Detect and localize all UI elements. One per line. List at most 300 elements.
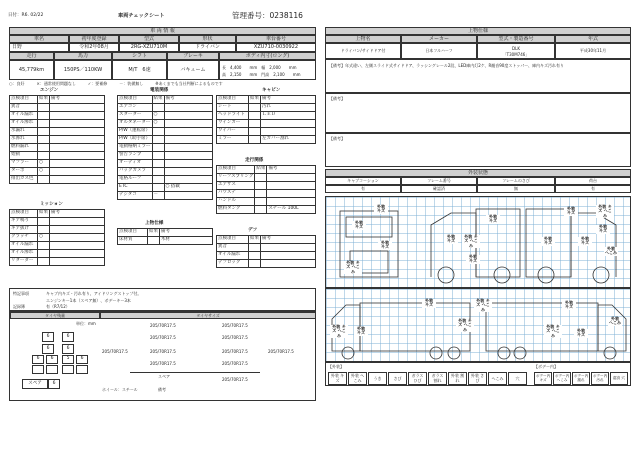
table-row <box>217 128 316 136</box>
cab-remark <box>261 128 316 136</box>
upper-model <box>477 43 555 59</box>
damage-tag: 外装 キズ へこみ <box>456 319 474 332</box>
key-body-dirt: ボデー内 汚れ <box>591 372 609 385</box>
elec-item: P/W（助手席） <box>118 136 153 144</box>
vh-shift: シフト <box>112 52 167 60</box>
table-row <box>10 120 105 128</box>
table-row <box>118 112 213 120</box>
tire-r8 <box>46 365 58 374</box>
eng-col-item: 点検項目 <box>10 96 38 104</box>
body-dims-line-1: 長 4,400 mm 幅 2,000 mm <box>222 65 297 70</box>
wheel-type: ホイール：スチール <box>102 387 138 392</box>
table-row <box>118 144 213 152</box>
body-dims-line-2: 高 2,150 mm 門高 2,100 mm <box>222 72 301 78</box>
key-rust: さび <box>388 372 407 385</box>
table-row <box>10 144 105 152</box>
body-key-label: 【ボデー内】 <box>534 364 558 369</box>
damage-diagram-bottom <box>325 288 631 362</box>
damage-tag: 外装 キズ <box>352 221 366 230</box>
electrical-title: 電装関係 <box>150 88 169 93</box>
elec-item: オルタネーター <box>118 120 153 128</box>
tire-size: 205/70R17.5 <box>222 323 248 328</box>
tire-fl: 6 <box>42 332 54 342</box>
trans-item: オイル漏れ <box>10 242 38 250</box>
table-row <box>217 174 316 182</box>
trans-item: クラッチ <box>10 234 38 242</box>
table-row <box>10 242 105 250</box>
ui-col-year: 年式 <box>555 35 631 43</box>
spare-divider <box>130 372 260 373</box>
ext-col-frame-no: フレーム番号 <box>401 177 477 185</box>
ui-col-name: 上物名 <box>325 35 401 43</box>
damage-tag: 外装 キズ <box>422 299 436 308</box>
table-row <box>217 112 316 120</box>
elec-col-remark: 備考 <box>164 96 213 104</box>
elec-item: デジタコ <box>118 192 153 200</box>
cab-item: ヘッドライト <box>217 112 249 120</box>
elec-col-item: 点検項目 <box>118 96 153 104</box>
cab-item: シート <box>217 104 249 112</box>
elec-item: 電格ルーフ <box>118 176 153 184</box>
tire-unit: 単位：mm <box>76 321 96 326</box>
management-value: 0238116 <box>269 11 303 20</box>
remark-label-3: 【備考】 <box>329 136 345 141</box>
eng-item: 始動 <box>10 152 38 160</box>
remark-label-1: 【備考】 <box>329 63 345 68</box>
elec-result <box>152 176 164 184</box>
upper-serial: 「T30M746」 <box>502 52 530 57</box>
table-row <box>10 218 105 226</box>
elec-item: 電動格納ミラー <box>118 144 153 152</box>
tire-size-title: タイヤサイズ <box>100 312 316 319</box>
trans-item: オイル滲れ <box>10 250 38 258</box>
damage-diagram-top <box>325 196 631 288</box>
vehicle-row-values-2 <box>9 60 316 80</box>
table-row <box>217 136 316 144</box>
damage-tag: 外装 キズ <box>564 207 578 216</box>
horsepower: 150PS／110KW <box>54 60 112 80</box>
table-row <box>118 160 213 168</box>
upper-item: 床材質 <box>118 237 148 245</box>
table-row <box>118 120 213 128</box>
date-label: 日付：R6. 02/22 <box>8 13 44 18</box>
cab-result <box>249 104 261 112</box>
susp-item: エアサス <box>217 182 255 190</box>
susp-col-item: 点検項目 <box>217 166 255 174</box>
eng-result <box>38 112 50 120</box>
ui-col-maker: メーカー <box>401 35 477 43</box>
remark-box-1 <box>325 59 631 93</box>
key-glass-break: ガラス 割れ <box>428 372 447 385</box>
trans-item: リターダー <box>10 258 38 266</box>
eng-item: 水滲れ <box>10 136 38 144</box>
damage-tag: 外装 キズ へこみ <box>330 325 348 338</box>
eng-result: ○ <box>38 160 50 168</box>
susp-col-result: 結果 <box>255 166 267 174</box>
susp-item: ハンドル <box>217 198 255 206</box>
damage-tag: 外装 キズ <box>444 235 458 244</box>
table-row <box>217 120 316 128</box>
dif-item: 異音 <box>217 244 249 252</box>
table-row <box>118 136 213 144</box>
table-row <box>217 198 316 206</box>
cab-result <box>249 120 261 128</box>
table-row <box>10 234 105 242</box>
legend-good: ○：良好 <box>9 81 25 86</box>
tire-r10 <box>76 365 88 374</box>
key-glass-crack: ガラス ひび <box>408 372 427 385</box>
management-label: 管理番号： <box>232 11 270 20</box>
dif-col-result: 結果 <box>249 236 261 244</box>
tire-fr: 6 <box>62 332 74 342</box>
exterior-headers <box>325 177 631 185</box>
key-hole: 穴 <box>508 372 527 385</box>
cab-result <box>249 136 261 144</box>
damage-tag: 外装 キズ <box>578 237 592 246</box>
key-body-dent: ボデー内 へこみ <box>553 372 571 385</box>
cab-remark: 汚れ <box>261 104 316 112</box>
cabin-table <box>216 95 316 144</box>
elec-col-result: 結果 <box>152 96 164 104</box>
trans-col-remark: 備考 <box>50 210 105 218</box>
wheel-note: 備考 <box>158 387 166 392</box>
eng-col-result: 結果 <box>38 96 50 104</box>
trans-result <box>38 258 50 266</box>
notes-line-2: エンジンキー1本（スペア無）、ボデーキー3本 <box>46 298 131 303</box>
table-row <box>10 176 105 184</box>
trans-item: ギア抜け <box>10 226 38 234</box>
vh-mileage: 走行 <box>9 52 54 60</box>
dif-item: オイル漏れ <box>217 252 249 260</box>
ext-bed: 有 <box>555 185 631 193</box>
trans-col-result: 結果 <box>38 210 50 218</box>
upper-col-remark: 備考 <box>160 229 213 237</box>
ext-caution: 有 <box>325 185 401 193</box>
key-dent: へこみ <box>488 372 507 385</box>
table-row <box>118 192 213 200</box>
chassis-number: XZU710-0030922 <box>236 43 316 52</box>
table-row <box>217 190 316 198</box>
trans-result <box>38 242 50 250</box>
elec-remark: ○ 搭載 <box>164 184 213 192</box>
tire-r9 <box>62 365 74 374</box>
tire-size: 205/70R17.5 <box>222 361 248 366</box>
vh-chassis: 車台番号 <box>236 35 316 43</box>
elec-result: － <box>152 192 164 200</box>
transmission-title: ミッション <box>40 202 63 207</box>
trans-result <box>38 250 50 258</box>
eng-item: ターボ <box>10 168 38 176</box>
key-corrosion: 腐食 穴 <box>610 372 628 385</box>
damage-tag: 外装 キズ <box>354 327 368 336</box>
vehicle-name: 日野 <box>9 43 69 52</box>
remark-label-2: 【備考】 <box>329 96 345 101</box>
elec-result <box>152 152 164 160</box>
brake-type: バキューム <box>167 60 219 80</box>
table-row <box>10 152 105 160</box>
management-number <box>232 12 303 20</box>
table-row <box>10 226 105 234</box>
table-row <box>217 206 316 214</box>
table-row <box>10 128 105 136</box>
eng-col-remark: 備考 <box>50 96 105 104</box>
cab-col-item: 点検項目 <box>217 96 249 104</box>
tire-r5: 5 <box>62 355 74 364</box>
tire-panel <box>9 311 316 401</box>
damage-tag: 外装 キズ へこみ <box>462 235 480 248</box>
upper-info-row <box>325 43 631 59</box>
cab-remark <box>261 120 316 128</box>
ext-key-label: 【外装】 <box>328 364 344 369</box>
exterior-title: 外装状態 <box>325 169 631 177</box>
table-row <box>118 184 213 192</box>
damage-tag: 外装 キズ <box>378 241 392 250</box>
notes-label: 特記事項 <box>13 291 29 296</box>
cab-remark: ＬＥＤ <box>261 112 316 120</box>
legend-none: －：装備無し <box>119 81 144 86</box>
damage-key-legend <box>325 362 631 386</box>
elec-item: P/W（運転席） <box>118 128 153 136</box>
table-row <box>10 258 105 266</box>
elec-item: ETC <box>118 184 153 192</box>
damage-tag: 外装 キズ へこみ <box>474 299 492 312</box>
table-row <box>118 176 213 184</box>
eng-result <box>38 104 50 112</box>
table-row <box>10 250 105 258</box>
upper-spec-table <box>117 228 213 245</box>
key-body-break: ボデー内 割れ <box>572 372 590 385</box>
trans-result <box>38 226 50 234</box>
susp-remark: スチール 100L <box>267 206 316 214</box>
spare-value: 6 <box>48 379 60 389</box>
notes-box <box>9 288 316 311</box>
table-row <box>118 168 213 176</box>
sheet-title: 車両チェックシート <box>118 13 165 19</box>
dif-col-remark: 備考 <box>261 236 316 244</box>
key-ext-break: 外装 割れ <box>448 372 467 385</box>
legend-bad: ✓：要補修 <box>87 81 108 86</box>
elec-result <box>152 184 164 192</box>
tire-size: 205/70R17.5 <box>102 349 128 354</box>
eng-result <box>38 144 50 152</box>
legend-ng: ×：通常使用問題なし <box>36 81 76 86</box>
table-row <box>217 260 316 268</box>
ext-col-rust: フレームのさび <box>477 177 555 185</box>
ext-keys <box>328 372 527 385</box>
table-row <box>217 104 316 112</box>
elec-result: ○ <box>152 112 164 120</box>
drive-table <box>216 165 316 214</box>
tire-r2: 6 <box>62 344 74 354</box>
body-keys <box>534 372 628 385</box>
elec-result <box>152 136 164 144</box>
table-row <box>217 244 316 252</box>
cab-item: ミラー <box>217 136 249 144</box>
damage-tag: 外装 キズ <box>486 215 500 224</box>
table-row <box>10 160 105 168</box>
tire-remain-title: タイヤ残量 <box>10 312 100 319</box>
vehicle-section-header: 車 両 情 報 <box>9 27 316 35</box>
vh-first-reg: 初年度登録 <box>69 35 119 43</box>
notes-line-1: キャブ内キズ・汚れ有り、アイドリングストップ付。 <box>46 291 142 296</box>
transmission: M/T 6速 <box>112 60 167 80</box>
tire-size: 205/70R17.5 <box>222 349 248 354</box>
ui-col-model: 型式・製造番号 <box>477 35 555 43</box>
table-row <box>10 104 105 112</box>
cab-remark: 左カバー割れ <box>261 136 316 144</box>
damage-tag: 外装 キズ <box>574 329 588 338</box>
engine-table <box>9 95 105 184</box>
tire-size: 205/70R17.5 <box>268 349 294 354</box>
upper-year: 平成30年11月 <box>555 43 631 59</box>
table-row <box>10 112 105 120</box>
susp-col-remark: 備考 <box>267 166 316 174</box>
ext-frame-no: 確認済 <box>401 185 477 193</box>
eng-item: オイル漏れ <box>10 112 38 120</box>
drive-title: 走行関係 <box>245 158 264 163</box>
trans-result: ○ <box>38 234 50 242</box>
elec-result <box>152 144 164 152</box>
elec-item: スターター <box>118 112 153 120</box>
eng-item: 燃料漏れ <box>10 144 38 152</box>
eng-result <box>38 152 50 160</box>
ext-col-bed: 荷台 <box>555 177 631 185</box>
elec-item: バックカメラ <box>118 168 153 176</box>
damage-tag: 外装 キズ へこみ <box>544 325 562 338</box>
cab-item: ワイパー <box>217 128 249 136</box>
ext-col-caution: キャブコーション <box>325 177 401 185</box>
eng-item: 水漏れ <box>10 128 38 136</box>
damage-tag: 外装 キズ <box>562 301 576 310</box>
upper-col-item: 点検項目 <box>118 229 148 237</box>
upper-model-code: DLK <box>512 46 520 51</box>
upper-name: ドライバン/サイドドア付 <box>325 43 401 59</box>
cab-col-remark: 備考 <box>261 96 316 104</box>
tire-r3: 6 <box>32 355 44 364</box>
table-row <box>217 252 316 260</box>
table-row <box>118 128 213 136</box>
table-row <box>217 182 316 190</box>
eng-result <box>38 176 50 184</box>
damage-tag: 外装 キズ <box>541 237 555 246</box>
eng-result <box>38 136 50 144</box>
elec-item: 警告ランプ <box>118 152 153 160</box>
key-float: うき <box>368 372 387 385</box>
electrical-table <box>117 95 213 200</box>
vehicle-row-values-1 <box>9 43 316 52</box>
tire-size: 205/70R17.5 <box>150 361 176 366</box>
elec-result <box>152 128 164 136</box>
elec-result <box>152 104 164 112</box>
spare-size: 205/70R17.5 <box>222 377 248 382</box>
remark-box-2 <box>325 93 631 133</box>
table-row <box>10 136 105 144</box>
upper-remark: 木材 <box>160 237 213 245</box>
susp-item: 燃料タンク <box>217 206 255 214</box>
tire-size: 205/70R17.5 <box>150 349 176 354</box>
key-ext-scratch: 外装 キズ <box>328 372 347 385</box>
tire-size: 205/70R17.5 <box>222 335 248 340</box>
key-body-scratch: ボデー内 キズ <box>534 372 552 385</box>
tire-size: 205/70R17.5 <box>150 323 176 328</box>
table-row <box>118 104 213 112</box>
cab-item: ウインカー <box>217 120 249 128</box>
diff-table <box>216 235 316 268</box>
tire-r4: 6 <box>46 355 58 364</box>
elec-result <box>152 160 164 168</box>
eng-item: 異音 <box>10 104 38 112</box>
upper-spec-title: 上物仕様 <box>145 221 164 226</box>
table-row <box>118 152 213 160</box>
damage-tag: 外装 キズ <box>374 205 388 214</box>
ext-rust: 無 <box>477 185 555 193</box>
elec-result: ○ <box>152 120 164 128</box>
eng-item: マフラー <box>10 160 38 168</box>
cab-col-result: 結果 <box>249 96 261 104</box>
remark-text-1: 年式違い、左側スライド式サイドドア、ラッシングレール2段、LED庫内灯2ケ、R観音90度ストッパー、庫内キズ汚れ有り <box>345 63 564 68</box>
mileage: 45,779km <box>9 60 54 80</box>
upper-col-result: 結果 <box>148 229 160 237</box>
transmission-table <box>9 209 105 266</box>
vh-model: 型式 <box>119 35 179 43</box>
dif-col-item: 点検項目 <box>217 236 249 244</box>
legend-note: ※あくまでも当社判断によるものです <box>155 81 223 86</box>
damage-tag: 外装 へこみ <box>609 316 621 326</box>
vh-name: 車名 <box>9 35 69 43</box>
eng-result <box>38 128 50 136</box>
vh-body-dims: ボディ内寸(ロング) <box>219 52 316 60</box>
susp-item: リーフスプリング <box>217 174 255 182</box>
cab-result <box>249 112 261 120</box>
cabin-title: キャビン <box>262 88 281 93</box>
tire-r6: 6 <box>76 355 88 364</box>
vehicle-row-headers-2 <box>9 52 316 60</box>
damage-tag: 外装 へこみ <box>605 246 617 256</box>
damage-tag: 外装 キズ <box>466 255 480 264</box>
trans-item: ギア鳴り <box>10 218 38 226</box>
elec-item: エアコン <box>118 104 153 112</box>
key-ext-dent: 外装 へこみ <box>348 372 367 385</box>
vehicle-row-headers-1 <box>9 35 316 43</box>
cab-result <box>249 128 261 136</box>
elec-item: オーディオ <box>118 160 153 168</box>
tire-r7 <box>32 365 44 374</box>
legend <box>9 82 316 86</box>
record-book-value: 有（R7/12） <box>46 304 70 309</box>
diff-title: デフ <box>248 228 258 233</box>
model-code: 2RG-XZU710M <box>119 43 179 52</box>
table-row <box>10 168 105 176</box>
vh-power: 馬力 <box>54 52 112 60</box>
eng-item: 排出ガス色 <box>10 176 38 184</box>
record-book-label: 記録簿 <box>13 304 25 309</box>
eng-item: オイル滲れ <box>10 120 38 128</box>
damage-tag: 外装 キズ へこみ <box>596 205 614 218</box>
tire-r1: 6 <box>42 344 54 354</box>
upper-info-headers <box>325 35 631 43</box>
damage-tag: 外装 キズ へこみ <box>344 261 362 274</box>
spare-size-label: スペア <box>158 374 170 379</box>
remark-box-3 <box>325 133 631 167</box>
dif-item: デフロック <box>217 260 249 268</box>
exterior-values <box>325 185 631 193</box>
upper-info-title: 上物仕様 <box>325 27 631 35</box>
trans-result <box>38 218 50 226</box>
table-row <box>118 237 213 245</box>
body-shape: ドライバン <box>179 43 236 52</box>
vh-brake: ブレーキ <box>167 52 219 60</box>
body-dimensions <box>219 60 316 80</box>
